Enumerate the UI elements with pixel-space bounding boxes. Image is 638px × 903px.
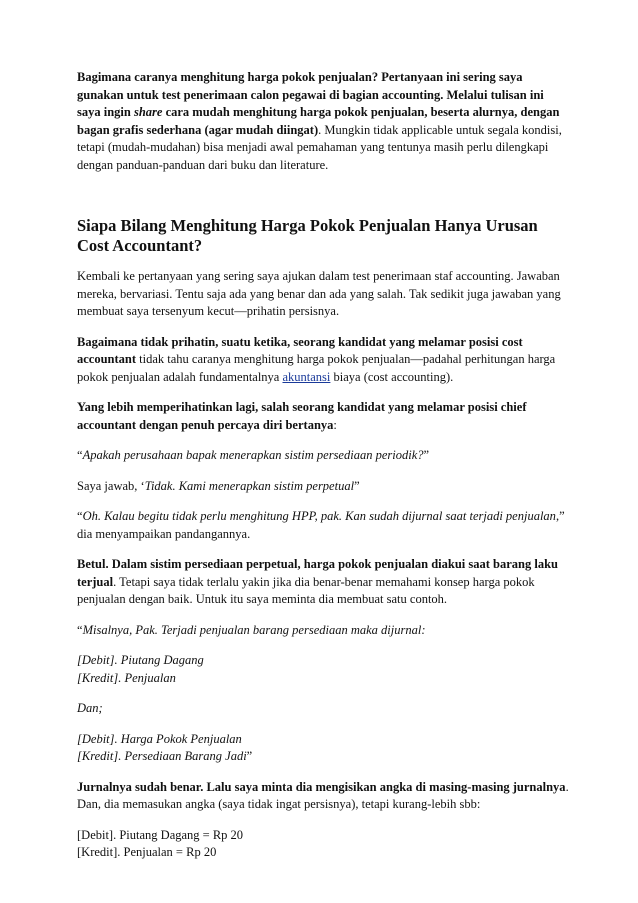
quote-question bbox=[77, 447, 569, 465]
quote-close: ” bbox=[423, 448, 430, 462]
betul-bold: Betul. Dalam sistim persediaan perpetual, harga pokok penjualan diakui saat barang laku terjual bbox=[77, 557, 558, 589]
answer-italic: Tidak. Kami menerapkan sistim perpetual bbox=[144, 478, 355, 493]
paragraph-2 bbox=[77, 334, 569, 387]
journal-1-credit: [Kredit]. Penjualan bbox=[77, 670, 176, 685]
example-intro bbox=[77, 622, 569, 640]
intro-paragraph bbox=[77, 69, 569, 174]
intro-bold-1: Bagimana caranya menghitung harga pokok penjualan? Pertanyaan ini sering saya gunakan untuk test penerimaan calon pegawai di bagian accounting. Melalui tulisan ini saya ingin bbox=[77, 70, 544, 119]
paragraph-betul bbox=[77, 556, 569, 609]
example-open: “ bbox=[77, 622, 83, 637]
intro-bold-2: cara mudah menghitung harga pokok penjualan, beserta alurnya, dengan bagan grafis sederhana (agar mudah diingat) bbox=[77, 105, 560, 137]
journal-3-credit: [Kredit]. Penjualan = Rp 20 bbox=[77, 845, 217, 859]
intro-text: . Mungkin tidak applicable untuk segala kondisi, tetapi (mudah-mudahan) bisa menjadi awal pemahaman yang tentunya masih perlu dilengkapi dengan panduan-panduan dari buku dan literature. bbox=[77, 122, 562, 172]
paragraph-2-text-1: tidak tahu caranya menghitung harga pokok penjualan—padahal perhitungan harga pokok penjualan adalah fundamentalnya bbox=[77, 352, 556, 384]
paragraph-3-text: : bbox=[333, 417, 337, 432]
journal-entry-2 bbox=[77, 731, 569, 766]
reply-open: “ bbox=[77, 509, 83, 523]
dan-text: Dan; bbox=[77, 701, 103, 715]
akuntansi-link[interactable]: akuntansi bbox=[282, 369, 331, 384]
quote-question-italic: Apakah perusahaan bapak menerapkan sistim persediaan periodik? bbox=[82, 448, 424, 462]
journal-3-debit: [Debit]. Piutang Dagang = Rp 20 bbox=[77, 827, 244, 842]
section-heading: Siapa Bilang Menghitung Harga Pokok Penjualan Hanya Urusan Cost Accountant? bbox=[77, 216, 538, 255]
journal-entry-1 bbox=[77, 652, 569, 687]
paragraph-3-bold: Yang lebih memperihatinkan lagi, salah seorang kandidat yang melamar posisi chief accountant dengan penuh percaya diri bertanya bbox=[77, 400, 527, 432]
paragraph-jurnal bbox=[77, 779, 569, 814]
answer-text: Saya jawab, ‘ bbox=[77, 478, 145, 493]
document-body bbox=[77, 69, 569, 868]
journal-1-debit: [Debit]. Piutang Dagang bbox=[77, 653, 204, 667]
journal-2-close: ” bbox=[246, 749, 253, 763]
paragraph-3 bbox=[77, 399, 569, 434]
answer-paragraph bbox=[77, 478, 569, 496]
paragraph-1: Kembali ke pertanyaan yang sering saya ajukan dalam test penerimaan staf accounting. Jawaban mereka, bervariasi. Tentu saja ada yang benar dan ada yang salah. Tak sedikit juga jawaban yang membuat saya tersenyum kecut—prihatin persisnya. bbox=[77, 269, 561, 318]
reply-italic: Oh. Kalau begitu tidak perlu menghitung HPP, pak. Kan sudah dijurnal saat terjadi penjualan bbox=[82, 509, 556, 523]
jurnal-text: . Dan, dia memasukan angka (saya tidak ingat persisnya), tetapi kurang-lebih sbb: bbox=[77, 779, 569, 811]
intro-bold-italic-share: share bbox=[133, 105, 163, 119]
candidate-reply bbox=[77, 508, 569, 543]
journal-2-credit: [Kredit]. Persediaan Barang Jadi bbox=[77, 749, 247, 763]
journal-entry-3 bbox=[77, 827, 569, 862]
example-italic: Misalnya, Pak. Terjadi penjualan barang persediaan maka dijurnal: bbox=[82, 622, 426, 637]
jurnal-bold: Jurnalnya sudah benar. Lalu saya minta dia mengisikan angka di masing-masing jurnalnya bbox=[77, 779, 566, 794]
paragraph-2-bold: Bagaimana tidak prihatin, suatu ketika, seorang kandidat yang melamar posisi cost accountant bbox=[77, 334, 523, 366]
answer-close: ” bbox=[354, 478, 360, 493]
dan-paragraph bbox=[77, 700, 569, 718]
journal-2-debit: [Debit]. Harga Pokok Penjualan bbox=[77, 731, 242, 746]
paragraph-2-text-2: biaya (cost accounting). bbox=[330, 369, 454, 384]
betul-text: . Tetapi saya tidak terlalu yakin jika dia benar-benar memahami konsep harga pokok penjualan dengan baik. Untuk itu saya meminta dia membuat satu contoh. bbox=[77, 574, 535, 606]
reply-text: ,” dia menyampaikan pandangannya. bbox=[77, 509, 565, 541]
quote-open: “ bbox=[77, 448, 83, 462]
